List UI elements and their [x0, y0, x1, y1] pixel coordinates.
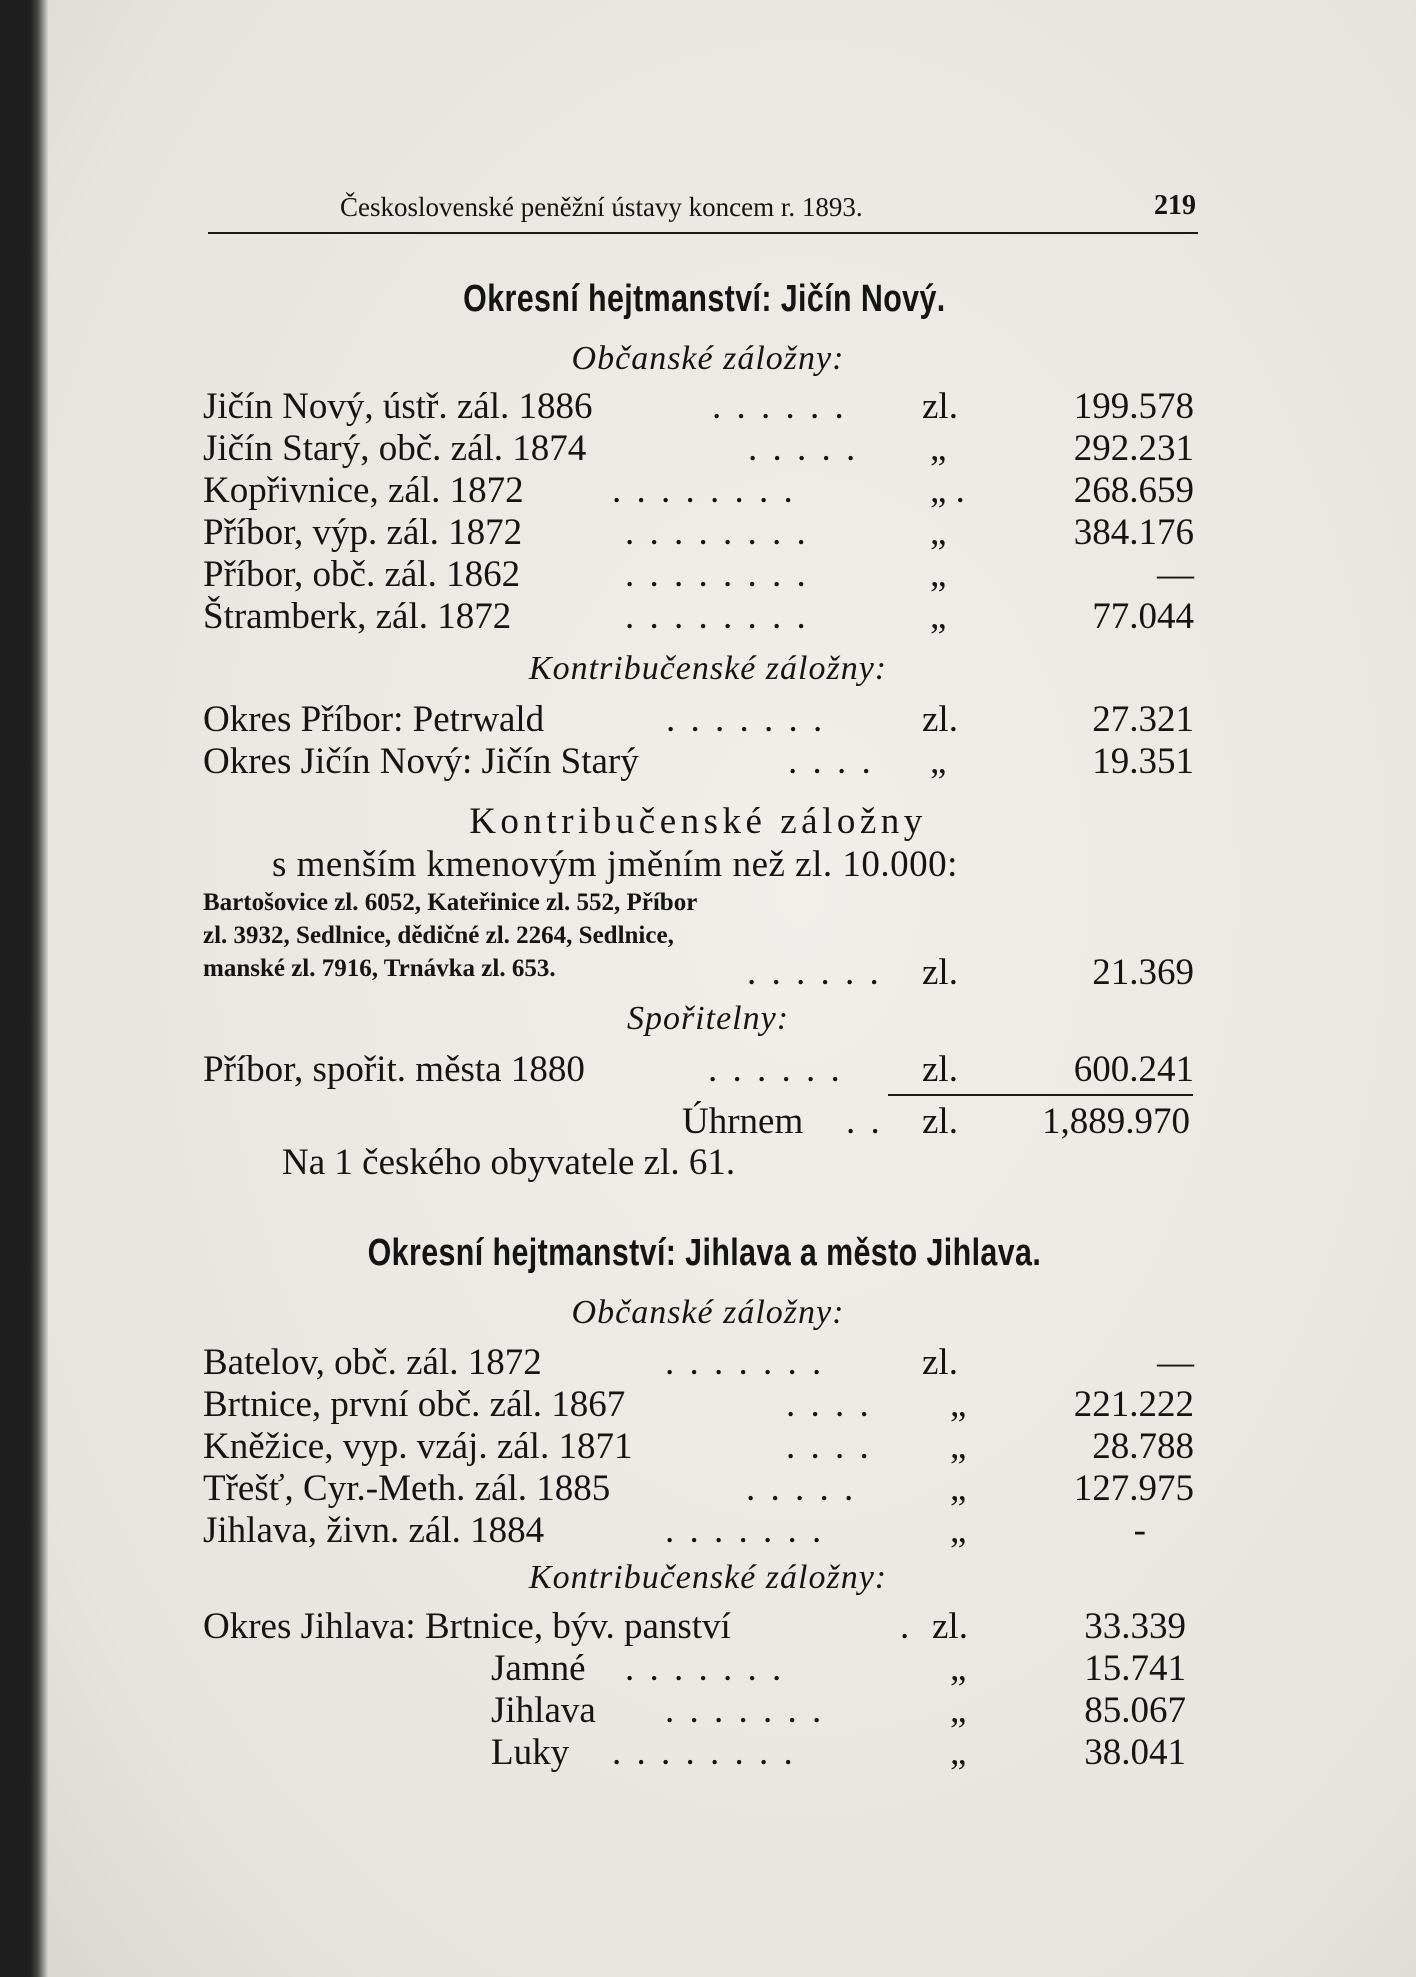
table-row	[0, 1341, 1416, 1385]
amount: 127.975	[1073, 1468, 1194, 1509]
unit: „	[950, 1426, 967, 1467]
unit: „	[950, 1384, 967, 1425]
leader-dots: . . . . . . . .	[625, 596, 809, 637]
institution-name: Jihlava, živn. zál. 1884	[203, 1510, 545, 1551]
unit: „	[930, 741, 947, 782]
section-title: Okresní hejtmanství: Jihlava a město Jihlava.	[367, 1232, 1042, 1274]
unit: „	[950, 1510, 967, 1551]
leader-dots: . . . . . . . .	[625, 554, 809, 595]
total-row	[0, 1100, 1416, 1144]
small-print-line: zl. 3932, Sedlnice, dědičné zl. 2264, Sedlnice,	[203, 922, 674, 949]
leader-dots: .	[900, 1606, 913, 1647]
small-capital-heading: Kontribučenské záložny	[469, 801, 927, 842]
amount: 21.369	[1092, 952, 1194, 993]
leader-dots: . . . . . . . .	[612, 1732, 796, 1773]
sum-rule	[888, 1094, 1193, 1096]
amount: 38.041	[1084, 1732, 1186, 1773]
table-row	[0, 469, 1416, 513]
unit: „ .	[930, 470, 965, 511]
civic-heading: Občanské záložny:	[571, 1294, 845, 1331]
leader-dots: . . . . . . .	[665, 1510, 825, 1551]
institution-name: Kopřivnice, zál. 1872	[203, 470, 524, 511]
per-capita-note: Na 1 českého obyvatele zl. 61.	[282, 1142, 736, 1183]
amount: 292.231	[1073, 428, 1194, 469]
unit: „	[930, 596, 947, 637]
leader-dots: . . . . . . .	[665, 1690, 825, 1731]
table-row	[0, 740, 1416, 784]
institution-name: Brtnice, první obč. zál. 1867	[203, 1384, 626, 1425]
table-row	[0, 511, 1416, 555]
institution-name: Okres Jičín Nový: Jičín Starý	[203, 741, 639, 782]
leader-dots: . . . . . . . .	[612, 470, 796, 511]
amount: 384.176	[1073, 512, 1194, 553]
small-print-line: Bartošovice zl. 6052, Kateřinice zl. 552, Příbor	[203, 889, 698, 916]
leader-dots: . . . . . .	[708, 1049, 843, 1090]
unit: zl.	[922, 952, 958, 993]
leader-dots: . . . . .	[748, 428, 859, 469]
amount: 15.741	[1084, 1648, 1186, 1689]
institution-name: Jihlava	[491, 1690, 596, 1731]
unit: „	[930, 512, 947, 553]
section-title: Okresní hejtmanství: Jičín Nový.	[463, 278, 946, 320]
table-row	[0, 1383, 1416, 1427]
institution-name: Batelov, obč. zál. 1872	[203, 1342, 542, 1383]
institution-name: Třešť, Cyr.-Meth. zál. 1885	[203, 1468, 611, 1509]
amount: 33.339	[1084, 1606, 1186, 1647]
table-row	[0, 427, 1416, 471]
unit: zl.	[922, 1342, 958, 1383]
total-amount: 1,889.970	[1042, 1101, 1190, 1142]
unit: „	[950, 1468, 967, 1509]
contrib-heading: Kontribučenské záložny:	[528, 650, 888, 687]
leader-dots: . . . . . .	[747, 952, 882, 993]
table-row	[0, 698, 1416, 742]
header-title: Československé peněžní ústavy koncem r. 1893.	[340, 192, 863, 222]
leader-dots: . . . . . . .	[625, 1648, 785, 1689]
page-number: 219	[1154, 190, 1196, 221]
institution-name: Jičín Starý, obč. zál. 1874	[203, 428, 587, 469]
institution-name: Okres Jihlava: Brtnice, býv. panství	[203, 1606, 731, 1647]
institution-name: Jamné	[491, 1648, 586, 1689]
institution-name: Kněžice, vyp. vzáj. zál. 1871	[203, 1426, 633, 1467]
amount: —	[1157, 1342, 1194, 1383]
amount: 77.044	[1092, 596, 1194, 637]
table-row	[0, 951, 1416, 995]
table-row	[0, 1467, 1416, 1511]
table-row	[0, 1605, 1416, 1649]
amount: 28.788	[1092, 1426, 1194, 1467]
table-row	[0, 385, 1416, 429]
leader-dots: . . . .	[786, 1426, 872, 1467]
amount: -	[1133, 1510, 1146, 1551]
leader-dots: . . . . . . .	[665, 1342, 825, 1383]
unit: „	[950, 1648, 967, 1689]
table-row	[0, 1425, 1416, 1469]
table-row	[0, 1689, 1416, 1733]
unit: „	[950, 1732, 967, 1773]
leader-dots: . . . .	[788, 741, 874, 782]
unit: zl.	[922, 1049, 958, 1090]
running-header	[208, 188, 1198, 234]
institution-name: Jičín Nový, ústř. zál. 1886	[203, 386, 593, 427]
total-label: Úhrnem	[682, 1101, 804, 1142]
small-print-line: manské zl. 7916, Trnávka zl. 653.	[203, 955, 556, 982]
table-row	[0, 1731, 1416, 1775]
institution-name: Příbor, obč. zál. 1862	[203, 554, 521, 595]
amount: 221.222	[1073, 1384, 1194, 1425]
amount: 268.659	[1073, 470, 1194, 511]
savings-heading: Spořitelny:	[626, 1000, 790, 1037]
leader-dots: . . . .	[786, 1384, 872, 1425]
unit: „	[930, 554, 947, 595]
unit: zl.	[932, 1606, 968, 1647]
institution-name: Příbor, spořit. města 1880	[203, 1049, 585, 1090]
table-row	[0, 553, 1416, 597]
institution-name: Příbor, výp. zál. 1872	[203, 512, 523, 553]
amount: 19.351	[1092, 741, 1194, 782]
amount: 600.241	[1073, 1049, 1194, 1090]
table-row	[0, 1647, 1416, 1691]
small-capital-subheading: s menším kmenovým jměním než zl. 10.000:	[272, 844, 958, 885]
contrib-heading: Kontribučenské záložny:	[528, 1559, 888, 1596]
unit: „	[930, 428, 947, 469]
leader-dots: . . . . . . .	[666, 699, 826, 740]
unit: zl.	[922, 699, 958, 740]
amount: 27.321	[1092, 699, 1194, 740]
institution-name: Okres Příbor: Petrwald	[203, 699, 545, 740]
unit: zl.	[922, 1101, 958, 1142]
table-row	[0, 1048, 1416, 1092]
institution-name: Luky	[491, 1732, 570, 1773]
table-row	[0, 1509, 1416, 1553]
table-row	[0, 595, 1416, 639]
amount: 199.578	[1073, 386, 1194, 427]
unit: zl.	[922, 386, 958, 427]
leader-dots: . . . . .	[746, 1468, 857, 1509]
institution-name: Štramberk, zál. 1872	[203, 596, 512, 637]
amount: —	[1157, 554, 1194, 595]
amount: 85.067	[1084, 1690, 1186, 1731]
unit: „	[950, 1690, 967, 1731]
leader-dots: . .	[846, 1101, 883, 1142]
leader-dots: . . . . . . . .	[625, 512, 809, 553]
leader-dots: . . . . . .	[712, 386, 847, 427]
civic-heading: Občanské záložny:	[571, 340, 845, 377]
